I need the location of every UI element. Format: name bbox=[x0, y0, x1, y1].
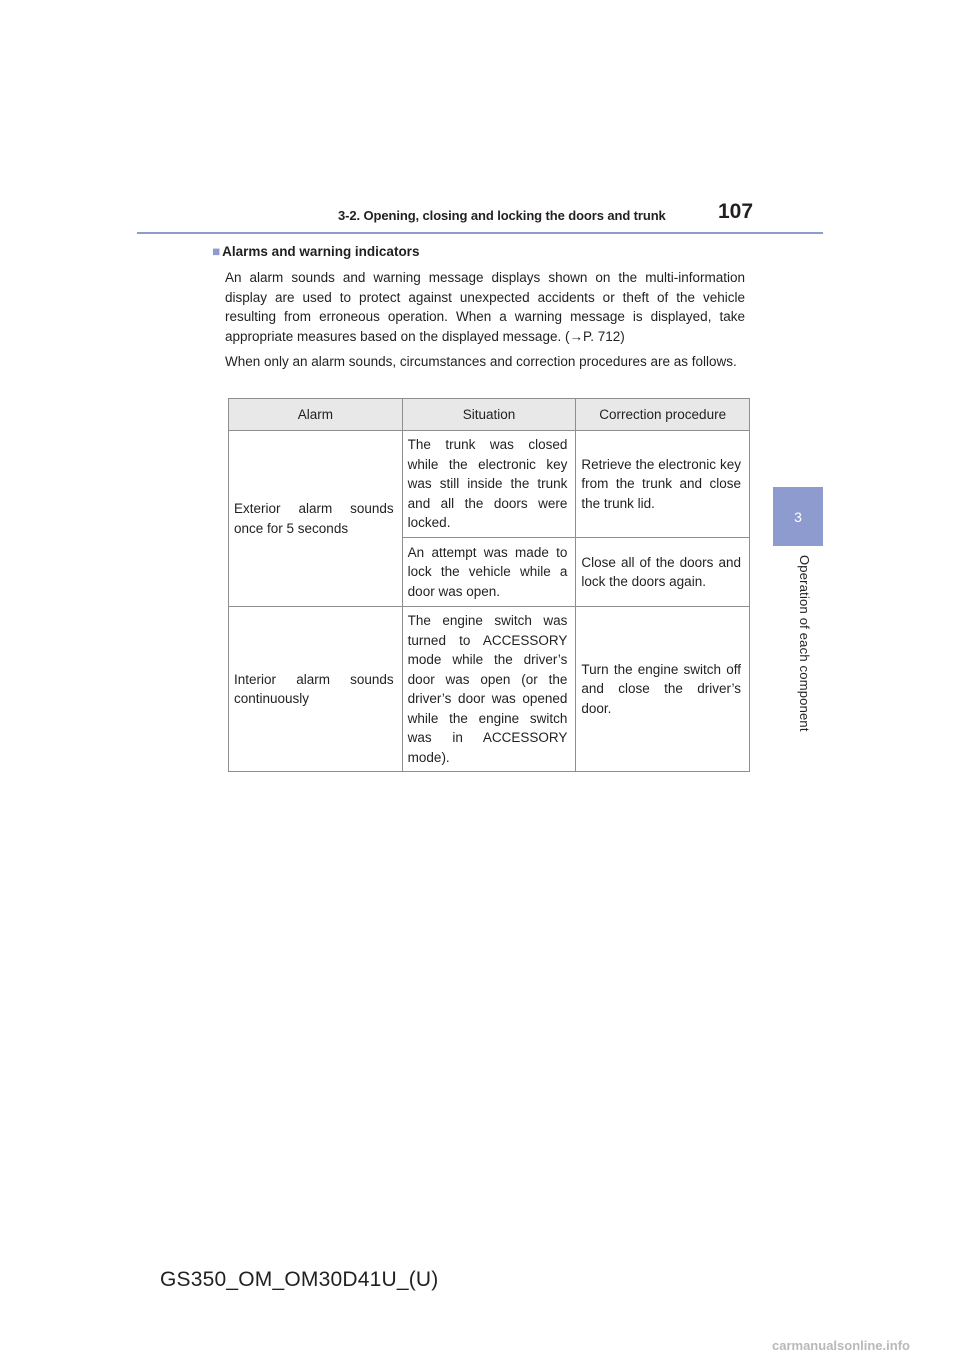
situation-cell: The trunk was closed while the electronic key was still inside the trunk and all the doors were locked. bbox=[402, 431, 576, 538]
chapter-tab-number: 3 bbox=[773, 487, 823, 546]
table-row bbox=[229, 431, 750, 538]
correction-cell: Turn the engine switch off and close the driver’s door. bbox=[576, 607, 750, 772]
square-bullet-icon: ■ bbox=[212, 244, 221, 259]
alarm-cell: Exterior alarm sounds once for 5 seconds bbox=[229, 431, 403, 607]
table-header-row bbox=[229, 399, 750, 431]
section-heading-text: Alarms and warning indicators bbox=[222, 244, 420, 259]
situation-cell: The engine switch was turned to ACCESSORY mode while the driver’s door was open (or the driver’s door was opened while the engine switch was in ACCESSORY mode). bbox=[402, 607, 576, 772]
situation-cell: An attempt was made to lock the vehicle while a door was open. bbox=[402, 538, 576, 607]
header-situation: Situation bbox=[402, 399, 576, 431]
document-code: GS350_OM_OM30D41U_(U) bbox=[160, 1268, 439, 1291]
alarm-table bbox=[228, 398, 750, 772]
intro-paragraph: An alarm sounds and warning message displays shown on the multi-information display are used to protect against unexpected accidents or theft of the vehicle resulting from erroneous operation. When a warning message is displayed, take appropriate measures based on the displayed message. (→P. 712) bbox=[225, 270, 745, 344]
alarm-paragraph: When only an alarm sounds, circumstances and correction procedures are as follows. bbox=[225, 354, 737, 369]
table-row bbox=[229, 607, 750, 772]
header-correction: Correction procedure bbox=[576, 399, 750, 431]
section-heading bbox=[212, 244, 419, 259]
header-divider bbox=[137, 232, 823, 234]
watermark: carmanualsonline.info bbox=[772, 1338, 910, 1353]
alarm-cell: Interior alarm sounds continuously bbox=[229, 607, 403, 772]
header-alarm: Alarm bbox=[229, 399, 403, 431]
chapter-tab-label: Operation of each component bbox=[797, 555, 812, 732]
section-header-title: 3-2. Opening, closing and locking the doors and trunk bbox=[338, 208, 666, 223]
correction-cell: Retrieve the electronic key from the trunk and close the trunk lid. bbox=[576, 431, 750, 538]
correction-cell: Close all of the doors and lock the doors again. bbox=[576, 538, 750, 607]
page-number: 107 bbox=[718, 200, 754, 223]
